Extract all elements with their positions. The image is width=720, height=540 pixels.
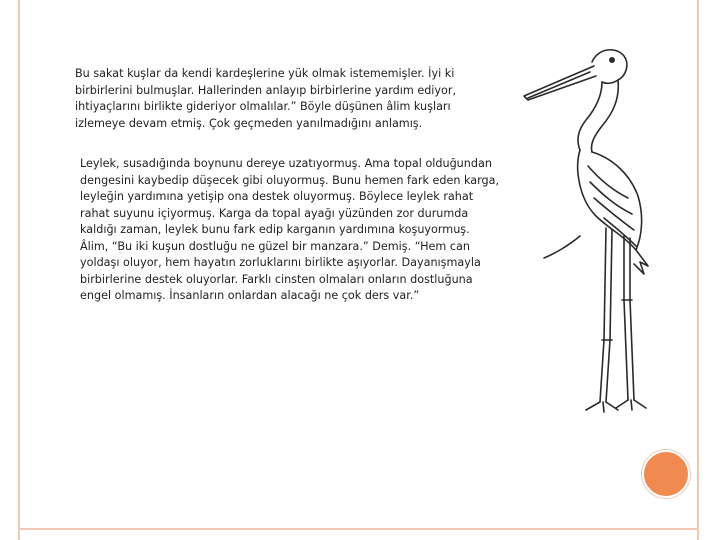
accent-circle <box>642 450 690 498</box>
stork-icon <box>520 40 670 415</box>
story-paragraph-2: Leylek, susadığında boynunu dereye uzatıyormuş. Ama topal olduğundan dengesini kaybedip düşecek gibi oluyormuş. Bunu hemen fark eden karga, leyleğin yardımına yetişip ona destek oluyormuş. Böylece leylek rahat rahat suyunu içiyormuş. Karga da topal ayağı yüzünden zor durumda kaldığı zaman, leylek bunu fark edip karganın yardımına koşuyormuş. Âlim, “Bu iki kuşun dostluğu ne güzel bir manzara.” Demiş. “Hem can yoldaşı oluyor, hem hayatın zorluklarını birlikte aşıyorlar. Dayanışmayla birbirlerine destek oluyorlar. Farklı cinsten olmaları onların dostluğuna engel olmamış. İnsanların onlardan alacağı ne çok ders var.” <box>80 157 500 302</box>
frame-bottom-line <box>20 528 697 530</box>
story-paragraph-1: Bu sakat kuşlar da kendi kardeşlerine yük olmak istememişler. İyi ki birbirlerini bulmuşlar. Hallerinden anlayıp birbirlerine yardım ediyor, ihtiyaçlarını birlikte gideriyor olmalılar.” Böyle düşünen âlim kuşları izlemeye devam etmiş. Çok geçmeden yanılmadığını anlamış. <box>75 67 457 130</box>
frame-right-line <box>697 0 699 540</box>
frame-left-line <box>18 0 20 540</box>
